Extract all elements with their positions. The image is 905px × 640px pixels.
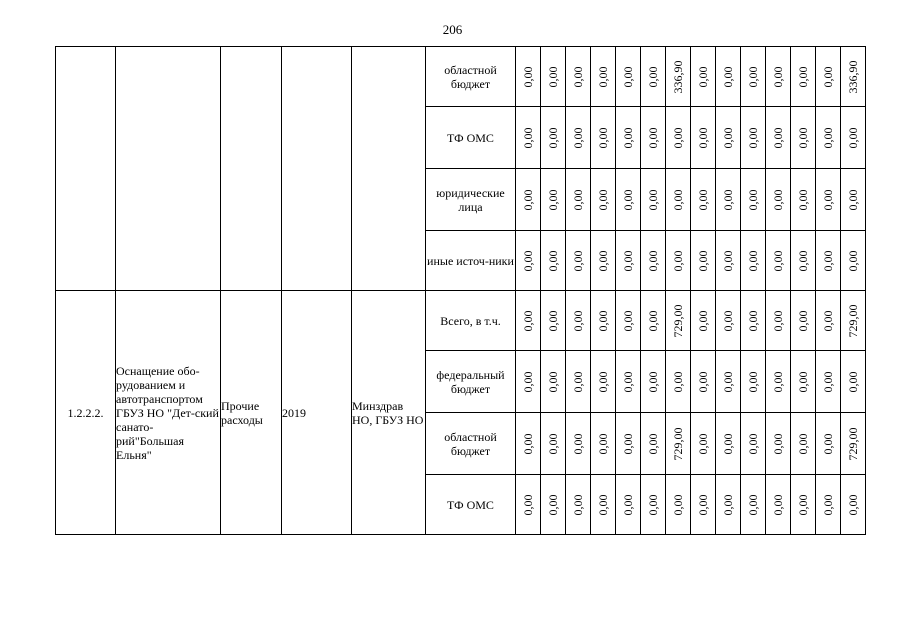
value-cell <box>566 475 591 535</box>
value-cell <box>716 413 741 475</box>
value-text: 0,00 <box>571 371 585 392</box>
value-cell <box>591 107 616 169</box>
value-cell <box>691 47 716 107</box>
value-cell <box>666 47 691 107</box>
value-cell <box>841 169 866 231</box>
value-text: 0,00 <box>821 371 835 392</box>
value-cell <box>841 475 866 535</box>
value-cell <box>541 413 566 475</box>
value-text: 0,00 <box>846 371 860 392</box>
value-text: 0,00 <box>821 494 835 515</box>
value-text: 0,00 <box>771 127 785 148</box>
value-cell <box>541 169 566 231</box>
value-text: 0,00 <box>546 66 560 87</box>
value-text: 0,00 <box>546 127 560 148</box>
table-row <box>56 47 866 107</box>
funding-source: Всего, в т.ч. <box>426 291 516 351</box>
value-text: 0,00 <box>521 310 535 331</box>
value-text: 0,00 <box>846 250 860 271</box>
value-text: 0,00 <box>621 250 635 271</box>
value-cell <box>816 475 841 535</box>
value-text: 0,00 <box>846 127 860 148</box>
value-text: 0,00 <box>571 127 585 148</box>
value-text: 0,00 <box>771 250 785 271</box>
value-text: 0,00 <box>746 310 760 331</box>
value-cell <box>566 231 591 291</box>
value-text: 0,00 <box>546 494 560 515</box>
value-text: 0,00 <box>621 66 635 87</box>
value-cell <box>641 107 666 169</box>
value-cell <box>591 47 616 107</box>
value-cell <box>566 107 591 169</box>
value-text: 729,00 <box>846 304 860 337</box>
value-cell <box>716 351 741 413</box>
value-cell <box>616 47 641 107</box>
value-cell <box>741 47 766 107</box>
value-cell <box>766 107 791 169</box>
value-cell <box>641 231 666 291</box>
value-cell <box>741 291 766 351</box>
value-text: 0,00 <box>596 494 610 515</box>
value-text: 0,00 <box>796 371 810 392</box>
value-cell <box>741 231 766 291</box>
value-text: 0,00 <box>771 371 785 392</box>
value-text: 0,00 <box>521 127 535 148</box>
continued-cell <box>282 47 352 291</box>
value-text: 0,00 <box>621 310 635 331</box>
value-text: 0,00 <box>646 494 660 515</box>
continued-cell <box>352 47 426 291</box>
value-text: 0,00 <box>571 66 585 87</box>
value-text: 0,00 <box>796 127 810 148</box>
value-cell <box>616 475 641 535</box>
value-text: 0,00 <box>596 433 610 454</box>
value-text: 336,90 <box>846 60 860 93</box>
value-text: 0,00 <box>771 310 785 331</box>
value-text: 0,00 <box>821 127 835 148</box>
value-text: 0,00 <box>646 371 660 392</box>
value-cell <box>641 413 666 475</box>
value-text: 0,00 <box>546 250 560 271</box>
value-text: 0,00 <box>721 250 735 271</box>
value-text: 0,00 <box>796 250 810 271</box>
value-cell <box>716 231 741 291</box>
value-cell <box>616 413 641 475</box>
value-text: 0,00 <box>671 371 685 392</box>
value-text: 0,00 <box>821 66 835 87</box>
value-cell <box>541 47 566 107</box>
value-text: 0,00 <box>746 127 760 148</box>
value-text: 0,00 <box>796 189 810 210</box>
value-cell <box>716 47 741 107</box>
value-text: 0,00 <box>646 310 660 331</box>
value-cell <box>666 169 691 231</box>
value-text: 0,00 <box>571 494 585 515</box>
funding-source: областной бюджет <box>426 47 516 107</box>
measure-name: Оснащение обо-рудованием и автотранспортом ГБУЗ НО "Дет-ский санато-рий"Большая Ельня" <box>116 291 221 535</box>
value-cell <box>816 169 841 231</box>
value-cell <box>841 413 866 475</box>
value-cell <box>616 169 641 231</box>
value-text: 0,00 <box>646 189 660 210</box>
measure-executor: Минздрав НО, ГБУЗ НО <box>352 291 426 535</box>
page-number: 206 <box>442 22 463 37</box>
value-cell <box>791 351 816 413</box>
value-cell <box>741 351 766 413</box>
value-text: 0,00 <box>771 433 785 454</box>
value-cell <box>541 475 566 535</box>
value-text: 0,00 <box>746 433 760 454</box>
value-cell <box>666 291 691 351</box>
value-cell <box>766 231 791 291</box>
value-text: 0,00 <box>746 494 760 515</box>
value-text: 0,00 <box>846 494 860 515</box>
value-text: 0,00 <box>571 310 585 331</box>
value-cell <box>841 291 866 351</box>
value-text: 0,00 <box>521 250 535 271</box>
value-cell <box>791 231 816 291</box>
value-text: 0,00 <box>696 189 710 210</box>
value-cell <box>691 413 716 475</box>
value-text: 0,00 <box>796 310 810 331</box>
value-cell <box>541 107 566 169</box>
value-cell <box>691 169 716 231</box>
expense-type: Прочие расходы <box>221 291 282 535</box>
value-cell <box>566 169 591 231</box>
value-cell <box>816 351 841 413</box>
value-text: 0,00 <box>646 66 660 87</box>
funding-source: иные источ-ники <box>426 231 516 291</box>
value-cell <box>816 47 841 107</box>
value-cell <box>791 475 816 535</box>
value-text: 0,00 <box>696 250 710 271</box>
value-cell <box>666 107 691 169</box>
value-text: 0,00 <box>646 127 660 148</box>
value-cell <box>766 351 791 413</box>
value-text: 0,00 <box>821 189 835 210</box>
value-cell <box>616 231 641 291</box>
value-text: 0,00 <box>646 433 660 454</box>
value-text: 0,00 <box>771 66 785 87</box>
value-cell <box>641 475 666 535</box>
value-text: 0,00 <box>596 310 610 331</box>
value-text: 0,00 <box>596 66 610 87</box>
value-text: 0,00 <box>721 371 735 392</box>
value-text: 0,00 <box>621 127 635 148</box>
value-cell <box>566 47 591 107</box>
value-cell <box>841 47 866 107</box>
continued-cell <box>56 47 116 291</box>
value-cell <box>541 351 566 413</box>
value-text: 0,00 <box>521 189 535 210</box>
value-text: 0,00 <box>621 189 635 210</box>
value-cell <box>616 107 641 169</box>
value-text: 0,00 <box>696 371 710 392</box>
value-cell <box>741 475 766 535</box>
value-text: 0,00 <box>796 433 810 454</box>
value-cell <box>641 169 666 231</box>
value-cell <box>666 413 691 475</box>
value-text: 0,00 <box>546 371 560 392</box>
value-cell <box>591 169 616 231</box>
value-text: 0,00 <box>571 433 585 454</box>
value-text: 0,00 <box>546 433 560 454</box>
value-cell <box>716 475 741 535</box>
value-cell <box>641 291 666 351</box>
value-cell <box>716 107 741 169</box>
value-cell <box>691 231 716 291</box>
value-cell <box>691 291 716 351</box>
value-cell <box>641 47 666 107</box>
value-cell <box>741 107 766 169</box>
value-text: 0,00 <box>521 371 535 392</box>
funding-source: областной бюджет <box>426 413 516 475</box>
value-text: 0,00 <box>571 189 585 210</box>
value-text: 0,00 <box>721 189 735 210</box>
value-cell <box>541 291 566 351</box>
value-text: 0,00 <box>796 494 810 515</box>
value-cell <box>566 291 591 351</box>
value-cell <box>566 351 591 413</box>
value-text: 0,00 <box>746 189 760 210</box>
table-row <box>56 291 866 351</box>
value-cell <box>791 107 816 169</box>
value-cell <box>766 169 791 231</box>
value-cell <box>541 231 566 291</box>
value-text: 0,00 <box>596 189 610 210</box>
value-cell <box>766 291 791 351</box>
value-cell <box>816 413 841 475</box>
value-text: 0,00 <box>696 433 710 454</box>
funding-source: ТФ ОМС <box>426 475 516 535</box>
table-body <box>56 47 866 535</box>
value-text: 0,00 <box>671 189 685 210</box>
funding-source: юридические лица <box>426 169 516 231</box>
value-cell <box>741 413 766 475</box>
value-text: 0,00 <box>771 494 785 515</box>
value-cell <box>516 47 541 107</box>
value-cell <box>666 475 691 535</box>
value-text: 0,00 <box>821 310 835 331</box>
value-cell <box>516 169 541 231</box>
value-cell <box>741 169 766 231</box>
value-cell <box>716 169 741 231</box>
value-cell <box>616 351 641 413</box>
value-text: 0,00 <box>746 371 760 392</box>
value-cell <box>816 231 841 291</box>
value-text: 0,00 <box>696 66 710 87</box>
value-text: 0,00 <box>596 250 610 271</box>
measure-year: 2019 <box>282 291 352 535</box>
value-cell <box>791 169 816 231</box>
value-cell <box>841 107 866 169</box>
value-text: 0,00 <box>696 127 710 148</box>
value-text: 0,00 <box>846 189 860 210</box>
value-cell <box>516 351 541 413</box>
value-text: 0,00 <box>821 250 835 271</box>
funding-source: ТФ ОМС <box>426 107 516 169</box>
value-text: 0,00 <box>546 189 560 210</box>
value-cell <box>816 107 841 169</box>
value-text: 0,00 <box>546 310 560 331</box>
value-text: 0,00 <box>746 66 760 87</box>
value-cell <box>516 413 541 475</box>
value-text: 0,00 <box>671 494 685 515</box>
value-cell <box>791 47 816 107</box>
value-text: 0,00 <box>596 127 610 148</box>
value-cell <box>591 351 616 413</box>
value-text: 0,00 <box>621 494 635 515</box>
value-cell <box>791 291 816 351</box>
value-text: 0,00 <box>696 310 710 331</box>
value-text: 0,00 <box>821 433 835 454</box>
value-text: 0,00 <box>771 189 785 210</box>
value-cell <box>616 291 641 351</box>
value-text: 0,00 <box>646 250 660 271</box>
value-cell <box>641 351 666 413</box>
value-text: 336,90 <box>671 60 685 93</box>
value-cell <box>691 351 716 413</box>
value-cell <box>591 413 616 475</box>
value-cell <box>841 231 866 291</box>
continued-cell <box>221 47 282 291</box>
value-text: 0,00 <box>596 371 610 392</box>
value-text: 0,00 <box>721 433 735 454</box>
value-cell <box>691 475 716 535</box>
value-text: 729,00 <box>671 304 685 337</box>
value-cell <box>516 291 541 351</box>
value-cell <box>716 291 741 351</box>
value-cell <box>591 231 616 291</box>
value-text: 0,00 <box>796 66 810 87</box>
value-text: 729,00 <box>846 427 860 460</box>
value-cell <box>666 231 691 291</box>
value-cell <box>566 413 591 475</box>
value-text: 0,00 <box>571 250 585 271</box>
value-text: 0,00 <box>671 250 685 271</box>
value-text: 0,00 <box>721 494 735 515</box>
value-text: 0,00 <box>696 494 710 515</box>
value-text: 0,00 <box>721 66 735 87</box>
value-cell <box>841 351 866 413</box>
value-text: 0,00 <box>721 310 735 331</box>
value-text: 729,00 <box>671 427 685 460</box>
value-cell <box>691 107 716 169</box>
value-cell <box>666 351 691 413</box>
value-cell <box>816 291 841 351</box>
value-cell <box>516 475 541 535</box>
value-text: 0,00 <box>521 433 535 454</box>
value-cell <box>766 47 791 107</box>
value-cell <box>591 475 616 535</box>
continued-cell <box>116 47 221 291</box>
value-text: 0,00 <box>521 494 535 515</box>
value-text: 0,00 <box>671 127 685 148</box>
value-text: 0,00 <box>521 66 535 87</box>
value-text: 0,00 <box>621 433 635 454</box>
funding-source: федеральный бюджет <box>426 351 516 413</box>
budget-table <box>55 46 866 535</box>
value-text: 0,00 <box>746 250 760 271</box>
value-cell <box>516 107 541 169</box>
value-text: 0,00 <box>721 127 735 148</box>
value-cell <box>591 291 616 351</box>
value-text: 0,00 <box>621 371 635 392</box>
value-cell <box>766 475 791 535</box>
measure-number: 1.2.2.2. <box>56 291 116 535</box>
value-cell <box>791 413 816 475</box>
value-cell <box>766 413 791 475</box>
value-cell <box>516 231 541 291</box>
